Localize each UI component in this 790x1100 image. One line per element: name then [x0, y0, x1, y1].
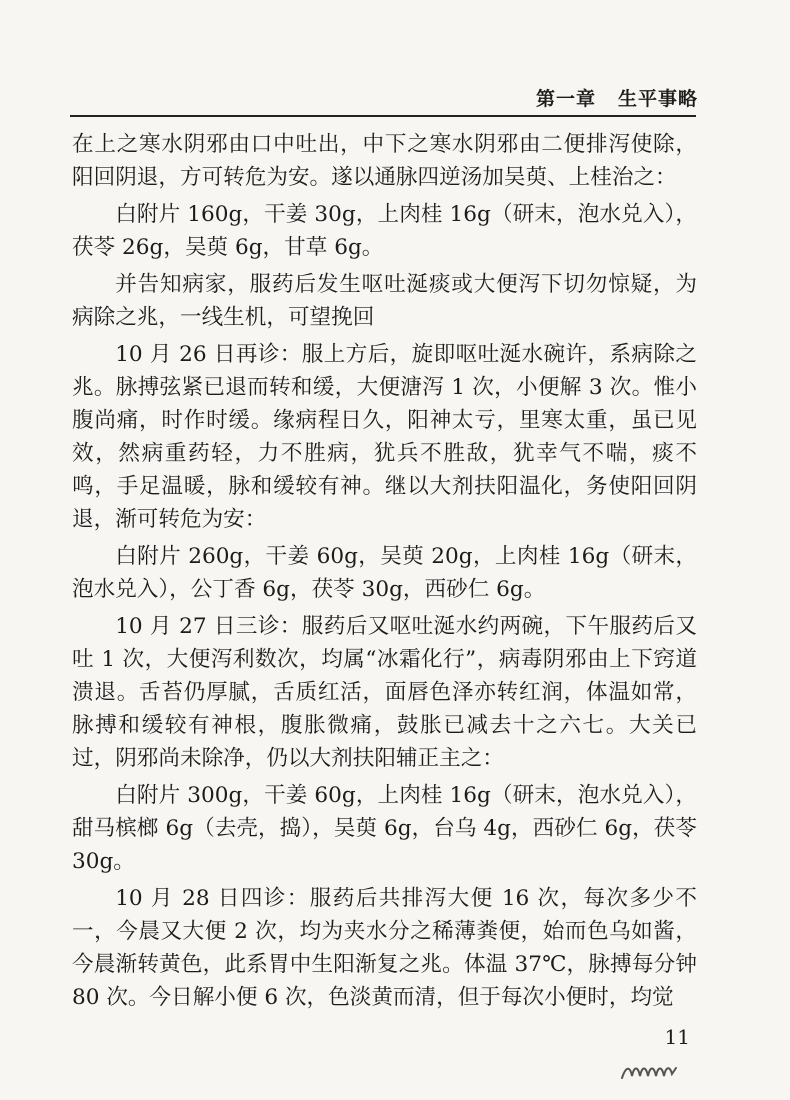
chapter-label: 第一章	[535, 88, 596, 110]
header-rule	[70, 115, 696, 117]
consultation-paragraph: 10 月 28 日四诊：服药后共排泻大便 16 次，每次多少不一，今晨又大便 2 次，均为夹水分之稀薄粪便，始而色乌如酱，今晨渐转黄色，此系胃中生阳渐复之兆。体温 37℃，脉搏每分钟 80 次。今日解小便 6 次，色淡黄而清，但于每次小便时，均觉	[72, 886, 697, 1010]
chapter-title: 生平事略	[617, 88, 698, 110]
body-text	[72, 128, 697, 1018]
prescription-paragraph: 白附片 300g，干姜 60g，上肉桂 16g（研末，泡水兑入），甜马槟榔 6g（去壳，捣），吴萸 6g，台乌 4g，西砂仁 6g，茯苓 30g。	[72, 783, 697, 874]
paragraph: 在上之寒水阴邪由口中吐出，中下之寒水阴邪由二便排泻使除，阳回阴退，方可转危为安。遂以通脉四逆汤加吴萸、上桂治之：	[72, 132, 697, 190]
prescription-paragraph: 白附片 160g，干姜 30g，上肉桂 16g（研末，泡水兑入），茯苓 26g，吴萸 6g，甘草 6g。	[72, 202, 697, 260]
wave-ornament-icon	[620, 1060, 680, 1084]
paragraph: 并告知病家，服药后发生呕吐涎痰或大便泻下切勿惊疑，为病除之兆，一线生机，可望挽回	[72, 272, 697, 330]
running-header	[536, 84, 698, 111]
consultation-paragraph: 10 月 26 日再诊：服上方后，旋即呕吐涎水碗许，系病除之兆。脉搏弦紧已退而转和缓，大便溏泻 1 次，小便解 3 次。惟小腹尚痛，时作时缓。缘病程日久，阳神太亏，里寒太重，虽已见效，然病重药轻，力不胜病，犹兵不胜敌，犹幸气不喘，痰不鸣，手足温暖，脉和缓较有神。继以大剂扶阳温化，务使阳回阴退，渐可转危为安：	[72, 342, 697, 532]
page-number: 11	[664, 1025, 690, 1049]
prescription-paragraph: 白附片 260g，干姜 60g，吴萸 20g，上肉桂 16g（研末，泡水兑入），公丁香 6g，茯苓 30g，西砂仁 6g。	[72, 544, 697, 602]
consultation-paragraph: 10 月 27 日三诊：服药后又呕吐涎水约两碗，下午服药后又吐 1 次，大便泻利数次，均属“冰霜化行”，病毒阴邪由上下窍道溃退。舌苔仍厚腻，舌质红活，面唇色泽亦转红润，体温如常，脉搏和缓较有神根，腹胀微痛，鼓胀已减去十之六七。大关已过，阴邪尚未除净，仍以大剂扶阳辅正主之：	[72, 614, 697, 771]
